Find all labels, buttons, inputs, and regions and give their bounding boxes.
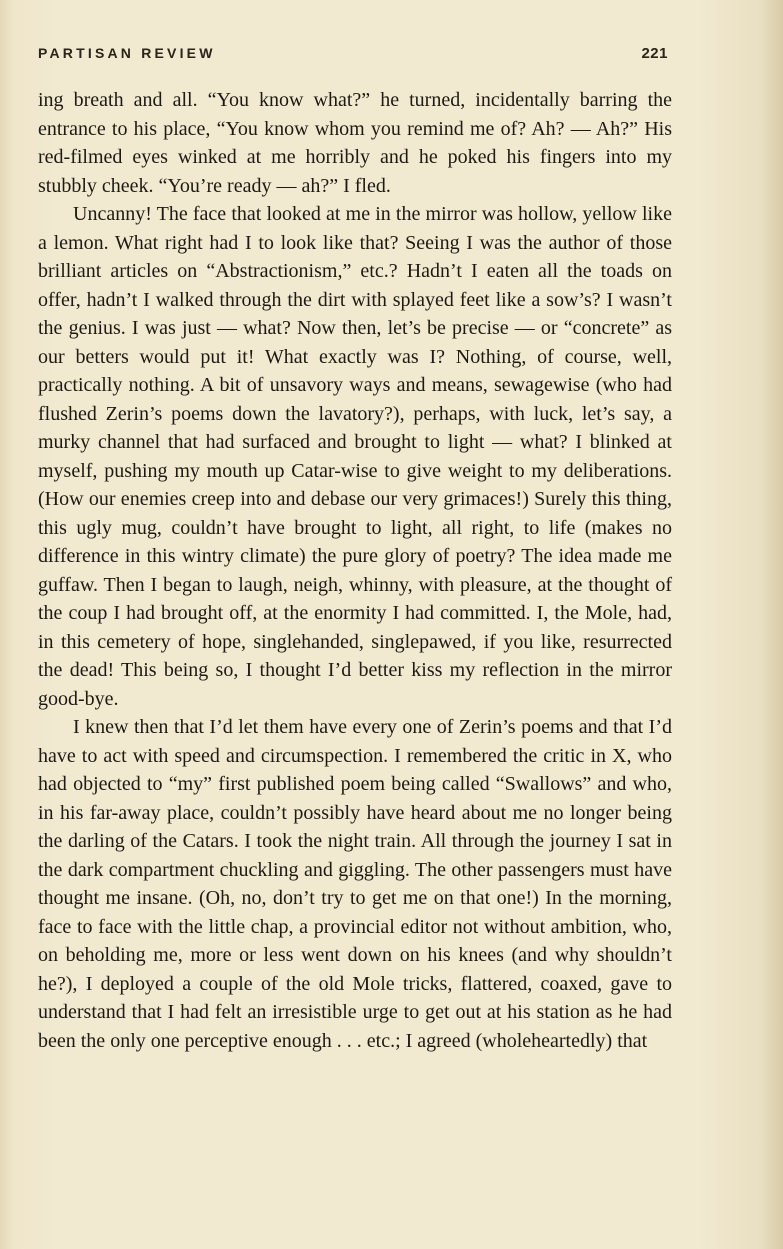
running-head: PARTISAN REVIEW — [38, 45, 216, 61]
paragraph-continued: ing breath and all. “You know what?” he turned, incidentally barring the entrance to his place, “You know whom you remind me of? Ah? — Ah?” His red-filmed eyes winked at me horribly and he poked his fingers into my stubbly cheek. “You’re ready — ah?” I fled. — [38, 89, 672, 197]
paragraph: Uncanny! The face that looked at me in the mirror was hollow, yellow like a lemon. What right had I to look like that? Seeing I was the author of those brilliant articles on “Abstractionism,” etc.? Hadn’t I eaten all the toads on offer, hadn’t I walked through the dirt with splayed feet like a sow’s? I wasn’t the genius. I was just — what? Now then, let’s be precise — or “concrete” as our betters would put it! What exactly was I? Nothing, of course, well, practically nothing. A bit of unsavory ways and means, sewagewise (who had flushed Zerin’s poems down the lavatory?), perhaps, with luck, let’s say, a murky channel that had surfaced and brought to light — what? I blinked at myself, pushing my mouth up Catar-wise to give weight to my deliberations. (How our enemies creep into and debase our very grimaces!) Surely this thing, this ugly mug, couldn’t have brought to light, all right, to life (makes no difference in this wintry climate) the pure glory of poetry? The idea made me guffaw. Then I began to laugh, neigh, whinny, with pleasure, at the thought of the coup I had brought off, at the enormity I had committed. I, the Mole, had, in this cemetery of hope, singlehanded, singlepawed, if you like, resurrected the dead! This being so, I thought I’d better kiss my reflection in the mirror good-bye. — [38, 203, 672, 710]
page-number: 221 — [641, 45, 668, 62]
body-text — [38, 86, 672, 1055]
paragraph: I knew then that I’d let them have every one of Zerin’s poems and that I’d have to act with speed and circumspection. I remembered the critic in X, who had objected to “my” first published poem being called “Swallows” and who, in his far-away place, couldn’t possibly have heard about me no longer being the darling of the Catars. I took the night train. All through the journey I sat in the dark compartment chuckling and giggling. The other passengers must have thought me insane. (Oh, no, don’t try to get me on that one!) In the morning, face to face with the little chap, a provincial editor not without ambition, who, on beholding me, more or less went down on his knees (and why shouldn’t he?), I deployed a couple of the old Mole tricks, flattered, coaxed, gave to understand that I had felt an irresistible urge to get out at his station as he had been the only one perceptive enough . . . etc.; I agreed (wholeheartedly) that — [38, 716, 672, 1052]
page-header — [38, 45, 668, 69]
